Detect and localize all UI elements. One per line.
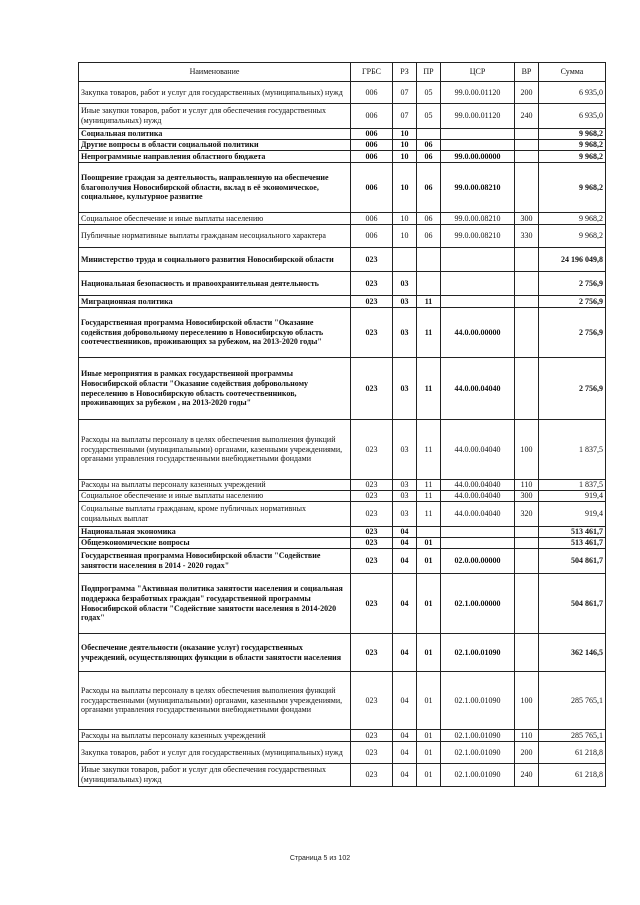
cell-name: Публичные нормативные выплаты гражданам несоциального характера <box>79 225 351 248</box>
cell-vr: 100 <box>515 420 539 480</box>
cell-grbs: 023 <box>351 358 393 420</box>
cell-rz: 04 <box>393 730 417 742</box>
cell-pr <box>417 527 441 538</box>
cell-name: Подпрограмма "Активная политика занятости населения и социальная поддержка безработных граждан" государственной программы Новосибирской области "Содействие занятости населения в 2014-2020 годах" <box>79 574 351 634</box>
cell-vr <box>515 538 539 549</box>
cell-sum: 362 146,5 <box>539 634 606 672</box>
table-row <box>79 104 606 129</box>
cell-rz: 03 <box>393 308 417 358</box>
cell-vr <box>515 151 539 163</box>
header-grbs: ГРБС <box>351 63 393 82</box>
cell-csr <box>441 248 515 272</box>
cell-grbs: 023 <box>351 574 393 634</box>
cell-vr <box>515 140 539 151</box>
cell-name: Национальная экономика <box>79 527 351 538</box>
cell-csr: 44.0.00.04040 <box>441 480 515 491</box>
cell-sum: 61 218,8 <box>539 742 606 764</box>
cell-grbs: 006 <box>351 213 393 225</box>
cell-grbs: 006 <box>351 225 393 248</box>
cell-csr: 02.1.00.01090 <box>441 730 515 742</box>
cell-vr <box>515 296 539 308</box>
table-row <box>79 225 606 248</box>
cell-rz: 04 <box>393 549 417 574</box>
cell-rz: 04 <box>393 764 417 787</box>
table-row <box>79 308 606 358</box>
cell-rz: 04 <box>393 527 417 538</box>
cell-name: Социальное обеспечение и иные выплаты населению <box>79 491 351 502</box>
cell-name: Другие вопросы в области социальной политики <box>79 140 351 151</box>
cell-vr: 240 <box>515 764 539 787</box>
cell-grbs: 006 <box>351 129 393 140</box>
cell-pr: 11 <box>417 480 441 491</box>
cell-rz: 03 <box>393 420 417 480</box>
header-pr: ПР <box>417 63 441 82</box>
header-name: Наименование <box>79 63 351 82</box>
cell-grbs: 023 <box>351 742 393 764</box>
cell-vr <box>515 527 539 538</box>
cell-grbs: 023 <box>351 672 393 730</box>
cell-pr: 01 <box>417 549 441 574</box>
cell-name: Социальное обеспечение и иные выплаты населению <box>79 213 351 225</box>
cell-csr: 44.0.00.04040 <box>441 358 515 420</box>
table-row <box>79 480 606 491</box>
cell-csr: 99.0.00.01120 <box>441 82 515 104</box>
page-number: Страница 5 из 102 <box>289 855 351 862</box>
budget-table <box>78 62 606 787</box>
cell-sum: 9 968,2 <box>539 225 606 248</box>
header-rz: РЗ <box>393 63 417 82</box>
cell-rz: 03 <box>393 296 417 308</box>
cell-vr <box>515 358 539 420</box>
cell-rz: 03 <box>393 491 417 502</box>
cell-rz: 03 <box>393 272 417 296</box>
cell-rz: 04 <box>393 538 417 549</box>
cell-vr <box>515 634 539 672</box>
cell-name: Иные закупки товаров, работ и услуг для обеспечения государственных (муниципальных) нужд <box>79 764 351 787</box>
cell-sum: 1 837,5 <box>539 480 606 491</box>
cell-sum: 919,4 <box>539 491 606 502</box>
cell-grbs: 023 <box>351 502 393 527</box>
cell-name: Государственная программа Новосибирской области "Оказание содействия добровольному переселению в Новосибирскую область соотечественников, проживающих за рубежом, на 2013-2020 годы" <box>79 308 351 358</box>
cell-name: Закупка товаров, работ и услуг для государственных (муниципальных) нужд <box>79 82 351 104</box>
cell-grbs: 006 <box>351 104 393 129</box>
table-row <box>79 574 606 634</box>
cell-rz <box>393 248 417 272</box>
cell-sum: 504 861,7 <box>539 549 606 574</box>
cell-vr: 110 <box>515 480 539 491</box>
cell-name: Национальная безопасность и правоохранительная деятельность <box>79 272 351 296</box>
cell-vr: 200 <box>515 82 539 104</box>
cell-csr: 99.0.00.08210 <box>441 225 515 248</box>
cell-vr <box>515 308 539 358</box>
cell-name: Поощрение граждан за деятельность, направленную на обеспечение благополучия Новосибирской области, вклад в её экономическое, социальное, культурное развитие <box>79 163 351 213</box>
cell-grbs: 023 <box>351 420 393 480</box>
cell-grbs: 006 <box>351 82 393 104</box>
table-row <box>79 272 606 296</box>
table-row <box>79 502 606 527</box>
cell-csr: 02.0.00.00000 <box>441 549 515 574</box>
header-csr: ЦСР <box>441 63 515 82</box>
cell-vr <box>515 163 539 213</box>
cell-sum: 9 968,2 <box>539 140 606 151</box>
table-row <box>79 491 606 502</box>
cell-name: Расходы на выплаты персоналу в целях обеспечения выполнения функций государственными (муниципальными) органами, казенными учреждениями, органами управления государственными внебюджетными фондами <box>79 672 351 730</box>
cell-pr: 06 <box>417 151 441 163</box>
table-row <box>79 527 606 538</box>
cell-pr: 01 <box>417 730 441 742</box>
cell-pr: 11 <box>417 491 441 502</box>
cell-csr: 02.1.00.00000 <box>441 574 515 634</box>
cell-vr: 300 <box>515 213 539 225</box>
cell-pr: 06 <box>417 213 441 225</box>
cell-name: Непрограммные направления областного бюджета <box>79 151 351 163</box>
cell-name: Иные мероприятия в рамках государственной программы Новосибирской области "Оказание содействия добровольному переселению в Новосибирскую область соотечественников, проживающих за рубежом , на 2013-2020 годы" <box>79 358 351 420</box>
cell-vr: 100 <box>515 672 539 730</box>
cell-csr: 44.0.00.04040 <box>441 491 515 502</box>
cell-sum: 2 756,9 <box>539 358 606 420</box>
cell-vr <box>515 272 539 296</box>
cell-csr: 44.0.00.00000 <box>441 308 515 358</box>
cell-sum: 285 765,1 <box>539 672 606 730</box>
cell-vr <box>515 129 539 140</box>
table-row <box>79 634 606 672</box>
cell-rz: 03 <box>393 480 417 491</box>
cell-csr <box>441 296 515 308</box>
cell-pr: 05 <box>417 104 441 129</box>
cell-rz: 10 <box>393 225 417 248</box>
cell-rz: 04 <box>393 574 417 634</box>
cell-sum: 9 968,2 <box>539 129 606 140</box>
cell-name: Расходы на выплаты персоналу в целях обеспечения выполнения функций государственными (муниципальными) органами, казенными учреждениями, органами управления государственными внебюджетными фондами <box>79 420 351 480</box>
cell-sum: 285 765,1 <box>539 730 606 742</box>
cell-csr <box>441 272 515 296</box>
cell-pr: 01 <box>417 742 441 764</box>
cell-grbs: 006 <box>351 140 393 151</box>
cell-pr: 01 <box>417 672 441 730</box>
cell-pr: 06 <box>417 163 441 213</box>
cell-rz: 07 <box>393 104 417 129</box>
cell-sum: 504 861,7 <box>539 574 606 634</box>
cell-pr: 06 <box>417 140 441 151</box>
cell-pr: 11 <box>417 308 441 358</box>
cell-pr: 11 <box>417 502 441 527</box>
cell-pr: 01 <box>417 574 441 634</box>
table-row <box>79 82 606 104</box>
cell-csr: 02.1.00.01090 <box>441 672 515 730</box>
cell-vr: 320 <box>515 502 539 527</box>
cell-rz: 10 <box>393 213 417 225</box>
cell-grbs: 023 <box>351 634 393 672</box>
cell-vr <box>515 248 539 272</box>
table-row <box>79 296 606 308</box>
cell-grbs: 023 <box>351 764 393 787</box>
cell-csr: 99.0.00.01120 <box>441 104 515 129</box>
table-row <box>79 672 606 730</box>
cell-name: Расходы на выплаты персоналу казенных учреждений <box>79 480 351 491</box>
cell-grbs: 023 <box>351 480 393 491</box>
cell-csr: 99.0.00.08210 <box>441 213 515 225</box>
cell-csr: 02.1.00.01090 <box>441 742 515 764</box>
cell-rz: 04 <box>393 742 417 764</box>
cell-sum: 9 968,2 <box>539 213 606 225</box>
cell-grbs: 023 <box>351 549 393 574</box>
cell-sum: 61 218,8 <box>539 764 606 787</box>
cell-sum: 1 837,5 <box>539 420 606 480</box>
cell-pr <box>417 248 441 272</box>
cell-csr <box>441 129 515 140</box>
cell-sum: 2 756,9 <box>539 296 606 308</box>
table-row <box>79 151 606 163</box>
cell-pr: 05 <box>417 82 441 104</box>
cell-csr: 02.1.00.01090 <box>441 764 515 787</box>
table-row <box>79 129 606 140</box>
table-row <box>79 538 606 549</box>
cell-vr: 240 <box>515 104 539 129</box>
cell-sum: 919,4 <box>539 502 606 527</box>
cell-vr: 330 <box>515 225 539 248</box>
cell-grbs: 023 <box>351 296 393 308</box>
cell-csr <box>441 538 515 549</box>
cell-vr: 300 <box>515 491 539 502</box>
cell-vr <box>515 574 539 634</box>
cell-name: Миграционная политика <box>79 296 351 308</box>
cell-sum: 9 968,2 <box>539 163 606 213</box>
table-row <box>79 730 606 742</box>
cell-grbs: 023 <box>351 538 393 549</box>
table-row <box>79 420 606 480</box>
cell-name: Социальная политика <box>79 129 351 140</box>
cell-rz: 10 <box>393 140 417 151</box>
cell-pr: 06 <box>417 225 441 248</box>
cell-csr <box>441 527 515 538</box>
cell-rz: 03 <box>393 502 417 527</box>
cell-csr: 99.0.00.00000 <box>441 151 515 163</box>
cell-sum: 2 756,9 <box>539 308 606 358</box>
cell-grbs: 023 <box>351 527 393 538</box>
cell-sum: 6 935,0 <box>539 104 606 129</box>
cell-name: Иные закупки товаров, работ и услуг для обеспечения государственных (муниципальных) нужд <box>79 104 351 129</box>
cell-sum: 24 196 049,8 <box>539 248 606 272</box>
cell-grbs: 023 <box>351 730 393 742</box>
cell-sum: 9 968,2 <box>539 151 606 163</box>
cell-name: Общеэкономические вопросы <box>79 538 351 549</box>
cell-vr: 110 <box>515 730 539 742</box>
cell-sum: 513 461,7 <box>539 538 606 549</box>
cell-grbs: 023 <box>351 308 393 358</box>
cell-pr <box>417 272 441 296</box>
cell-sum: 6 935,0 <box>539 82 606 104</box>
cell-name: Обеспечение деятельности (оказание услуг) государственных учреждений, осуществляющих функции в области занятости населения <box>79 634 351 672</box>
cell-grbs: 006 <box>351 163 393 213</box>
header-sum: Сумма <box>539 63 606 82</box>
cell-grbs: 023 <box>351 272 393 296</box>
cell-sum: 2 756,9 <box>539 272 606 296</box>
table-row <box>79 358 606 420</box>
table-row <box>79 140 606 151</box>
table-row <box>79 764 606 787</box>
cell-grbs: 023 <box>351 491 393 502</box>
header-vr: ВР <box>515 63 539 82</box>
cell-name: Социальные выплаты гражданам, кроме публичных нормативных социальных выплат <box>79 502 351 527</box>
cell-pr: 11 <box>417 358 441 420</box>
cell-csr: 44.0.00.04040 <box>441 420 515 480</box>
cell-rz: 04 <box>393 634 417 672</box>
cell-pr: 11 <box>417 420 441 480</box>
cell-grbs: 006 <box>351 151 393 163</box>
cell-vr <box>515 549 539 574</box>
cell-name: Министерство труда и социального развития Новосибирской области <box>79 248 351 272</box>
cell-csr: 99.0.00.08210 <box>441 163 515 213</box>
table-row <box>79 549 606 574</box>
cell-name: Государственная программа Новосибирской области "Содействие занятости населения в 2014 - 2020 годах" <box>79 549 351 574</box>
cell-sum: 513 461,7 <box>539 527 606 538</box>
cell-rz: 04 <box>393 672 417 730</box>
cell-vr: 200 <box>515 742 539 764</box>
cell-rz: 10 <box>393 129 417 140</box>
cell-csr: 02.1.00.01090 <box>441 634 515 672</box>
cell-pr: 01 <box>417 538 441 549</box>
cell-pr: 11 <box>417 296 441 308</box>
cell-rz: 10 <box>393 151 417 163</box>
cell-pr: 01 <box>417 634 441 672</box>
cell-name: Расходы на выплаты персоналу казенных учреждений <box>79 730 351 742</box>
cell-name: Закупка товаров, работ и услуг для государственных (муниципальных) нужд <box>79 742 351 764</box>
table-row <box>79 163 606 213</box>
cell-grbs: 023 <box>351 248 393 272</box>
table-row <box>79 742 606 764</box>
cell-pr <box>417 129 441 140</box>
cell-csr <box>441 140 515 151</box>
table-header-row <box>79 63 606 82</box>
table-row <box>79 248 606 272</box>
cell-csr: 44.0.00.04040 <box>441 502 515 527</box>
table-row <box>79 213 606 225</box>
cell-rz: 03 <box>393 358 417 420</box>
cell-rz: 07 <box>393 82 417 104</box>
cell-rz: 10 <box>393 163 417 213</box>
cell-pr: 01 <box>417 764 441 787</box>
